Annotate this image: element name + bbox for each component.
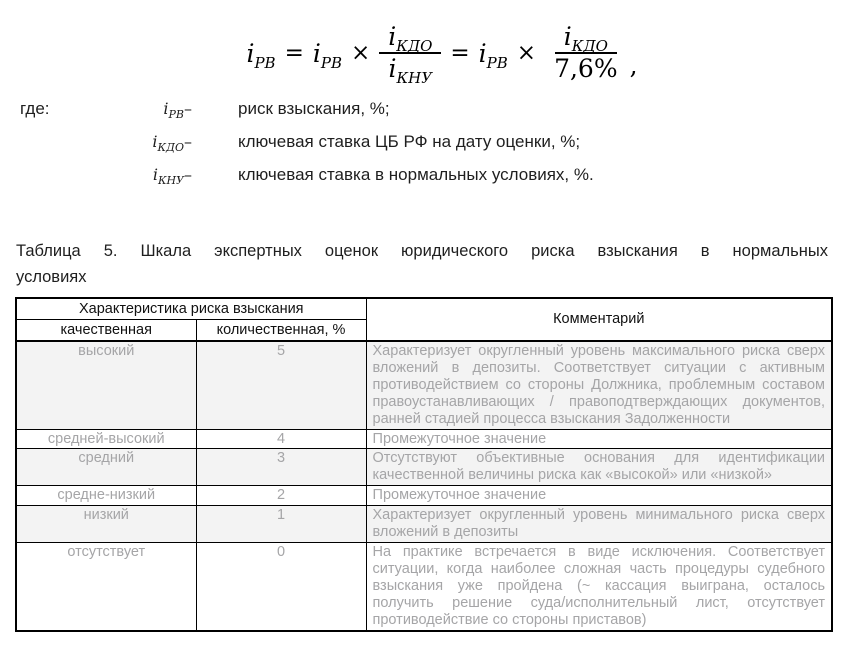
table-row	[16, 449, 832, 486]
header-comment: Комментарий	[366, 298, 832, 341]
qualitative-cell: средней-высокий	[16, 429, 196, 449]
math-term-irv: $i_{РВ}$	[246, 38, 276, 72]
times-operator: ×	[350, 40, 371, 67]
definition-text: ключевая ставка ЦБ РФ на дату оценки, %;	[238, 132, 581, 151]
qualitative-cell: низкий	[16, 506, 196, 543]
dash: –	[184, 165, 192, 184]
definitions-block	[20, 97, 594, 196]
table-caption-line1: Таблица 5. Шкала экспертных оценок юридического риска взыскания в нормальных	[16, 242, 828, 260]
definition-row	[20, 163, 594, 196]
definition-row	[20, 97, 594, 130]
table-row	[16, 542, 832, 630]
quantitative-cell: 3	[196, 449, 366, 486]
table-row	[16, 506, 832, 543]
fraction-denominator: $i_{КНУ}$	[388, 54, 433, 88]
definition-text: риск взыскания, %;	[238, 99, 390, 118]
comment-cell: Промежуточное значение	[366, 429, 832, 449]
equals-operator: =	[284, 40, 304, 67]
quantitative-cell: 5	[196, 341, 366, 429]
quantitative-cell: 0	[196, 542, 366, 630]
quantitative-cell: 4	[196, 429, 366, 449]
fraction-kdo-knu	[379, 22, 441, 88]
times-operator: ×	[516, 40, 537, 67]
symbol-irv: $i_{РВ}-$	[163, 99, 192, 121]
fraction-numerator: $i_{КДО}$	[555, 24, 617, 54]
symbol-iknu: $i_{КНУ}-$	[152, 165, 192, 187]
equals-operator: =	[450, 40, 470, 67]
fraction-kdo-value	[545, 24, 627, 83]
comment-cell: Характеризует округленный уровень минимального риска сверх вложений в депозиты	[366, 506, 832, 543]
dash: –	[184, 99, 192, 118]
definition-text: ключевая ставка в нормальных условиях, %.	[238, 165, 594, 184]
header-quantitative: количественная, %	[196, 320, 366, 342]
table-row	[16, 486, 832, 506]
table-row	[16, 341, 832, 429]
math-term-irv: $i_{РВ}$	[312, 38, 342, 72]
qualitative-cell: высокий	[16, 341, 196, 429]
table-row	[16, 429, 832, 449]
fraction-denominator: 7,6%	[554, 54, 618, 84]
qualitative-cell: средний	[16, 449, 196, 486]
qualitative-cell: отсутствует	[16, 542, 196, 630]
comment-cell: Отсутствуют объективные основания для идентификации качественной величины риска как «высокой» или «низкой»	[366, 449, 832, 486]
dash: –	[184, 132, 192, 151]
table-caption	[16, 238, 828, 290]
math-term-irv: $i_{РВ}$	[478, 38, 508, 72]
fraction-numerator: $i_{КДО}$	[379, 24, 441, 54]
quantitative-cell: 2	[196, 486, 366, 506]
quantitative-cell: 1	[196, 506, 366, 543]
where-label: где:	[20, 99, 50, 118]
comment-cell: На практике встречается в виде исключения. Соответствует ситуации, когда наиболее сложная часть процедуры судебного взыскания уже пройдена (~ кассация выиграна, осталось получить решение суда/исполнительный лист, отсутствует противодействие со стороны приставов)	[366, 542, 832, 630]
comment-cell: Промежуточное значение	[366, 486, 832, 506]
header-characteristic: Характеристика риска взыскания	[16, 298, 366, 320]
equation	[246, 22, 638, 88]
qualitative-cell: средне-низкий	[16, 486, 196, 506]
symbol-ikdo: $i_{КДО}-$	[152, 132, 192, 154]
table-caption-line2: условиях	[16, 268, 87, 286]
comment-cell: Характеризует округленный уровень максимального риска сверх вложений в депозиты. Соответствует ситуации с активным противодействием со стороны Должника, проблемным составом правоустанавливающих / правоподтверждающих документов, ранней стадией процесса взыскания Задолженности	[366, 341, 832, 429]
header-qualitative: качественная	[16, 320, 196, 342]
formula-comma: ,	[629, 50, 638, 80]
risk-scale-table	[15, 297, 833, 632]
definition-row	[20, 130, 594, 163]
formula-block	[0, 22, 844, 88]
header-row-group	[16, 298, 832, 320]
